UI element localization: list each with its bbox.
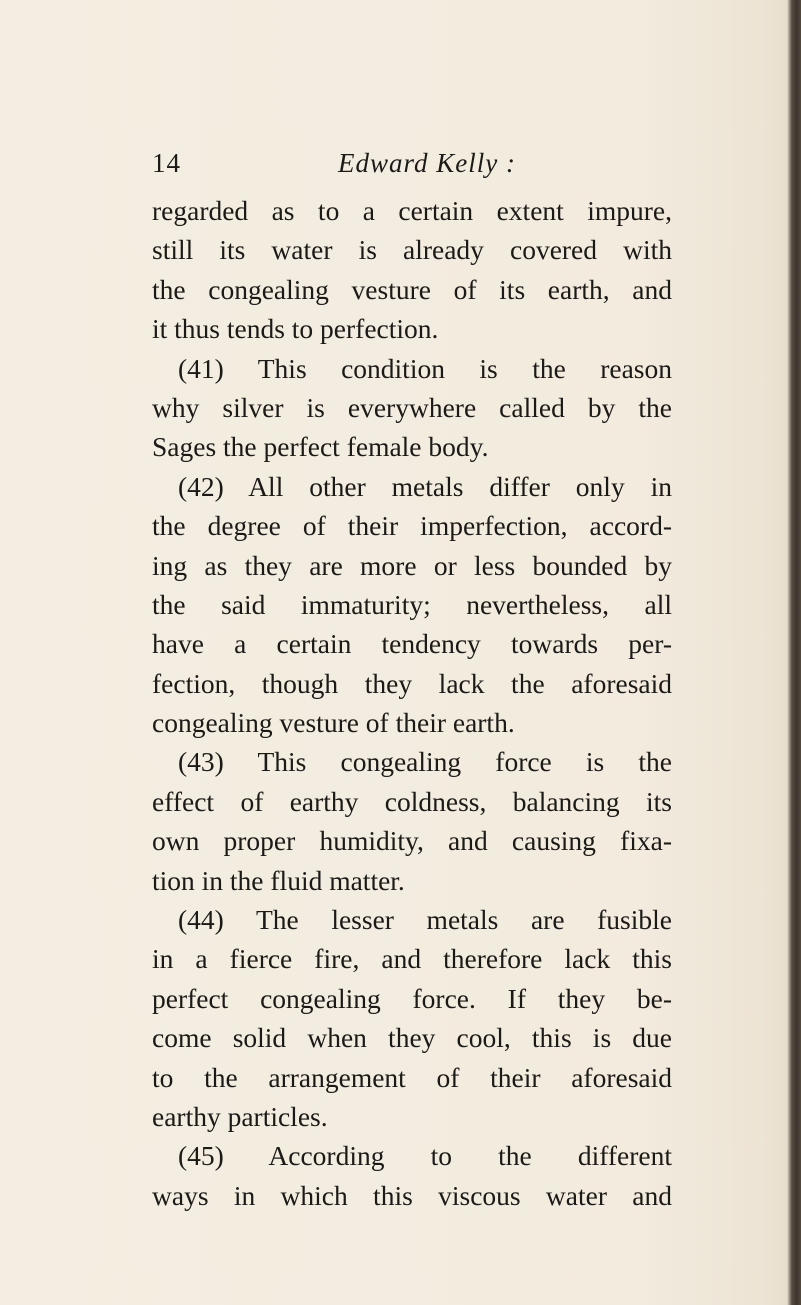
paragraph-44-start: (44) The lesser metals are fusible xyxy=(178,904,672,936)
text-line: ing as they are more or less bounded by xyxy=(152,549,672,581)
paragraph-41-start: (41) This condition is the reason xyxy=(178,352,672,384)
text-line: the degree of their imperfection, accord- xyxy=(152,510,672,542)
text-line: have a certain tendency towards per- xyxy=(152,628,672,660)
text-line: still its water is already covered with xyxy=(152,234,672,266)
text-line: come solid when they cool, this is due xyxy=(152,1022,672,1054)
text-line: congealing vesture of their earth. xyxy=(152,707,515,739)
page-number: 14 xyxy=(152,148,181,178)
text-line: effect of earthy coldness, balancing its xyxy=(152,785,672,817)
paragraph-43-start: (43) This congealing force is the xyxy=(178,746,672,778)
text-line: ways in which this viscous water and xyxy=(152,1179,672,1211)
text-line: regarded as to a certain extent impure, xyxy=(152,195,672,226)
paragraph-45-start: (45) According to the different xyxy=(178,1140,672,1172)
page-edge-shadow xyxy=(787,0,801,1305)
running-head xyxy=(152,143,672,183)
text-line: in a fierce fire, and therefore lack this xyxy=(152,943,672,975)
running-title: Edward Kelly : xyxy=(338,148,516,178)
text-line: fection, though they lack the aforesaid xyxy=(152,667,672,699)
paragraph-42-start: (42) All other metals differ only in xyxy=(178,470,672,502)
body-text xyxy=(152,191,672,1215)
text-line: it thus tends to perfection. xyxy=(152,313,439,345)
text-line: perfect congealing force. If they be- xyxy=(152,982,672,1014)
text-line: the congealing vesture of its earth, and xyxy=(152,273,672,305)
text-line: earthy particles. xyxy=(152,1100,328,1132)
text-line: why silver is everywhere called by the xyxy=(152,391,672,423)
text-line: the said immaturity; nevertheless, all xyxy=(152,588,672,620)
text-line: to the arrangement of their aforesaid xyxy=(152,1061,672,1093)
text-line: Sages the perfect female body. xyxy=(152,431,489,463)
text-line: tion in the fluid matter. xyxy=(152,864,405,896)
text-line: own proper humidity, and causing fixa- xyxy=(152,825,672,857)
